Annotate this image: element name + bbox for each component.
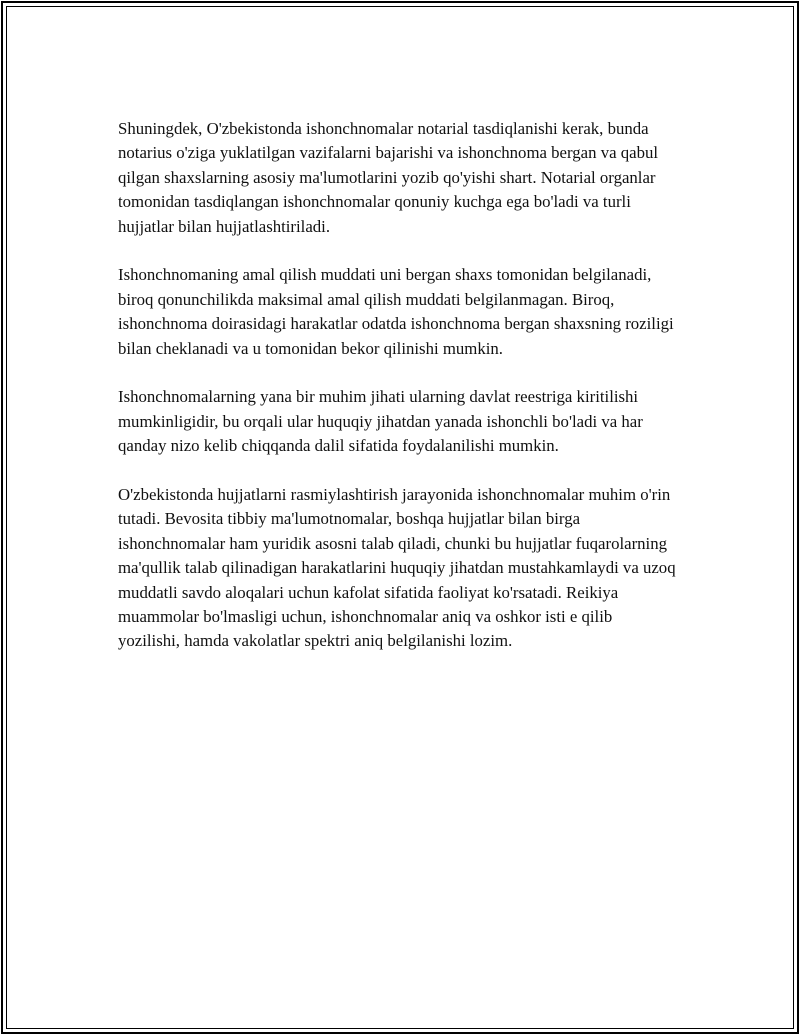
- paragraph-3: Ishonchnomalarning yana bir muhim jihati ularning davlat reestriga kiritilishi mumkinligidir, bu orqali ular huquqiy jihatdan yanada ishonchli bo'ladi va har qanday nizo kelib chiqqanda dalil sifatida foydalanilishi mumkin.: [118, 387, 643, 456]
- paragraph-4: O'zbekistonda hujjatlarni rasmiylashtirish jarayonida ishonchnomalar muhim o'rin tutadi. Bevosita tibbiy ma'lumotnomalar, boshqa hujjatlar bilan birga ishonchnomalar ham yuridik asosni talab qiladi, chunki bu hujjatlar fuqarolarning ma'qullik talab qilinadigan harakatlarini huquqiy jihatdan mustahkamlaydi va uzoq muddatli savdo aloqalari uchun kafolat sifatida faoliyat ko'rsatadi. Reikiya muammolar bo'lmasligi uchun, ishonchnomalar aniq va oshkor isti e qilib yozilishi, hamda vakolatlar spektri aniq belgilanishi lozim.: [118, 485, 676, 651]
- paragraph-2: Ishonchnomaning amal qilish muddati uni bergan shaxs tomonidan belgilanadi, biroq qonunchilikda maksimal amal qilish muddati belgilanmagan. Biroq, ishonchnoma doirasidagi harakatlar odatda ishonchnoma bergan shaxsning roziligi bilan cheklanadi va u tomonidan bekor qilinishi mumkin.: [118, 265, 674, 358]
- document-body: [118, 117, 678, 678]
- paragraph-1: Shuningdek, O'zbekistonda ishonchnomalar notarial tasdiqlanishi kerak, bunda notarius o'ziga yuklatilgan vazifalarni bajarishi va ishonchnoma bergan va qabul qilgan shaxslarning asosiy ma'lumotlarini yozib qo'yishi shart. Notarial organlar tomonidan tasdiqlangan ishonchnomalar qonuniy kuchga ega bo'ladi va turli hujjatlar bilan hujjatlashtiriladi.: [118, 119, 659, 236]
